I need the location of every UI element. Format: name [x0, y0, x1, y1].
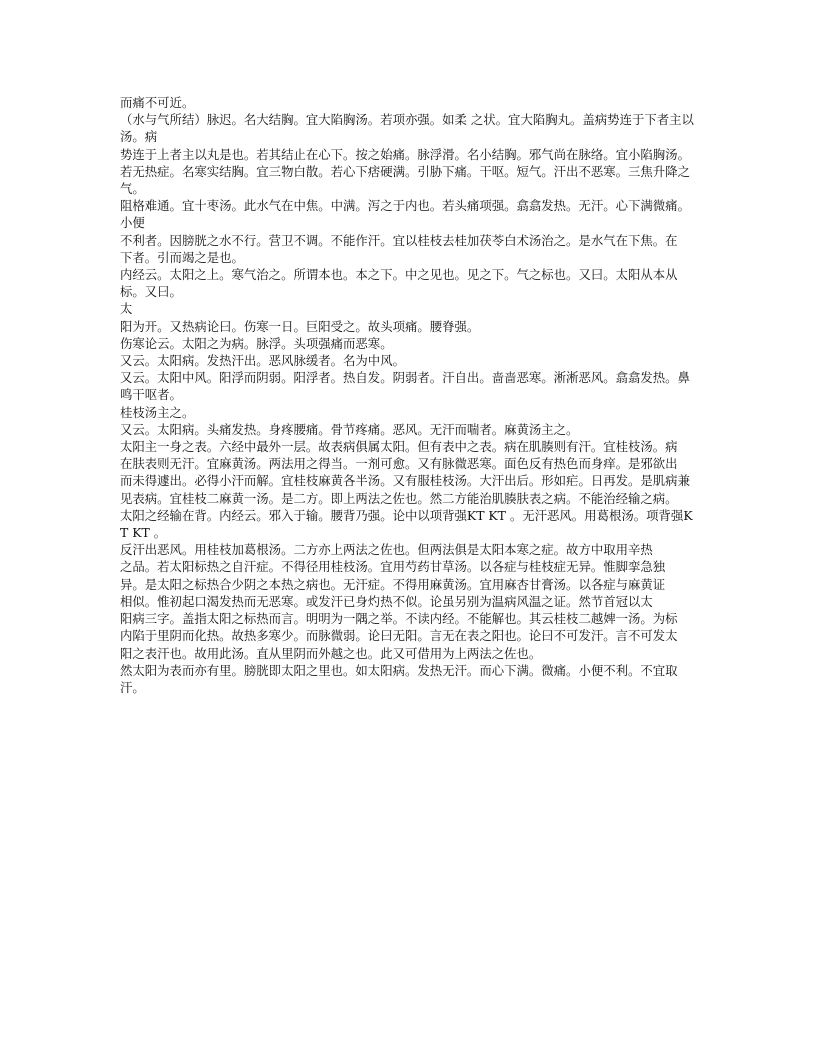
text-line: （水与气所结）脉迟。名大结胸。宜大陷胸汤。若项亦强。如柔 之状。宜大陷胸丸。盖病势连于下者主以汤。病 [120, 112, 694, 145]
text-line: 太阳主一身之表。六经中最外一层。故表病俱属太阳。但有表中之表。病在肌腠则有汗。宜桂枝汤。病 [120, 439, 678, 455]
text-line: 又云。太阳病。头痛发热。身疼腰痛。骨节疼痛。恶风。无汗而喘者。麻黄汤主之。 [120, 421, 579, 437]
text-line: 而痛不可近。 [120, 95, 195, 110]
text-line: 然太阳为表而亦有里。膀胱即太阳之里也。如太阳病。发热无汗。而心下满。微痛。小便不利。不宜取汗。 [120, 662, 678, 695]
text-line: 伤寒论云。太阳之为病。脉浮。头项强痛而恶寒。 [120, 335, 393, 351]
text-line: 桂枝汤主之。 [120, 404, 195, 420]
text-line: 又云。太阳病。发热汗出。恶风脉缓者。名为中风。 [120, 353, 405, 369]
text-line: 阳病三字。盖指太阳之标热而言。明明为一隅之举。不读内经。不能解也。其云桂枝二越婢一汤。为标 [120, 611, 678, 627]
text-line: 在肤表则无汗。宜麻黄汤。两法用之得当。一剂可愈。又有脉微恶寒。面色反有热色而身痒。是邪欲出 [120, 456, 678, 472]
text-line: 反汗出恶风。用桂枝加葛根汤。二方亦上两法之佐也。但两法俱是太阳本寒之症。故方中取用辛热 [120, 542, 653, 558]
text-line: 势连于上者主以丸是也。若其结止在心下。按之始痛。脉浮滑。名小结胸。邪气尚在脉络。宜小陷胸汤。 [120, 146, 690, 162]
text-line: 而未得遽出。必得小汗而解。宜桂枝麻黄各半汤。又有服桂枝汤。大汗出后。形如疟。日再发。是肌病兼 [120, 473, 690, 489]
text-line: 太阳之经输在背。内经云。邪入于输。腰背乃强。论中以项背强KT KT 。无汗恶风。用葛根汤。项背强KT KT 。 [120, 507, 693, 541]
text-line: 内陷于里阴而化热。故热多寒少。而脉微弱。论曰无阳。言无在表之阳也。论曰不可发汗。言不可发太 [120, 628, 678, 644]
text-line: 又云。太阳中风。阳浮而阴弱。阳浮者。热自发。阴弱者。汗自出。啬啬恶寒。淅淅恶风。翕翕发热。鼻鸣干呕者。 [120, 370, 690, 403]
text-line: 阳为开。又热病论曰。伤寒一日。巨阳受之。故头项痛。腰脊强。 [120, 318, 480, 334]
text-line: 相似。惟初起口渴发热而无恶寒。或发汗已身灼热不似。论虽另别为温病风温之证。然节首冠以太 [120, 593, 653, 609]
text-line: 太 [120, 301, 133, 317]
text-line: 下者。引而竭之是也。 [120, 249, 244, 265]
text-line: 异。是太阳之标热合少阴之本热之病也。无汗症。不得用麻黄汤。宜用麻杏甘膏汤。以各症与麻黄证 [120, 576, 666, 592]
document-page [120, 94, 696, 696]
text-line: 阻格难通。宜十枣汤。此水气在中焦。中满。泻之于内也。若头痛项强。翕翕发热。无汗。心下满微痛。小便 [120, 198, 690, 231]
text-line: 见表病。宜桂枝二麻黄一汤。是二方。即上两法之佐也。然二方能治肌腠肤表之病。不能治经输之病。 [120, 490, 678, 506]
text-line: 阳之表汗也。故用此汤。直从里阴而外越之也。此又可借用为上两法之佐也。 [120, 645, 542, 661]
text-line: 不利者。因膀胱之水不行。营卫不调。不能作汗。宜以桂枝去桂加茯苓白术汤治之。是水气在下焦。在 [120, 232, 678, 248]
text-line: 若无热症。名寒实结胸。宜三物白散。若心下痞硬满。引胁下痛。干呕。短气。汗出不恶寒。三焦升降之气。 [120, 163, 690, 197]
text-line: 之品。若太阳标热之自汗症。不得径用桂枝汤。宜用芍药甘草汤。以各症与桂枝症无异。惟脚挛急独 [120, 559, 666, 575]
text-line: 内经云。太阳之上。寒气治之。所谓本也。本之下。中之见也。见之下。气之标也。又曰。太阳从本从标。又曰。 [120, 267, 678, 300]
